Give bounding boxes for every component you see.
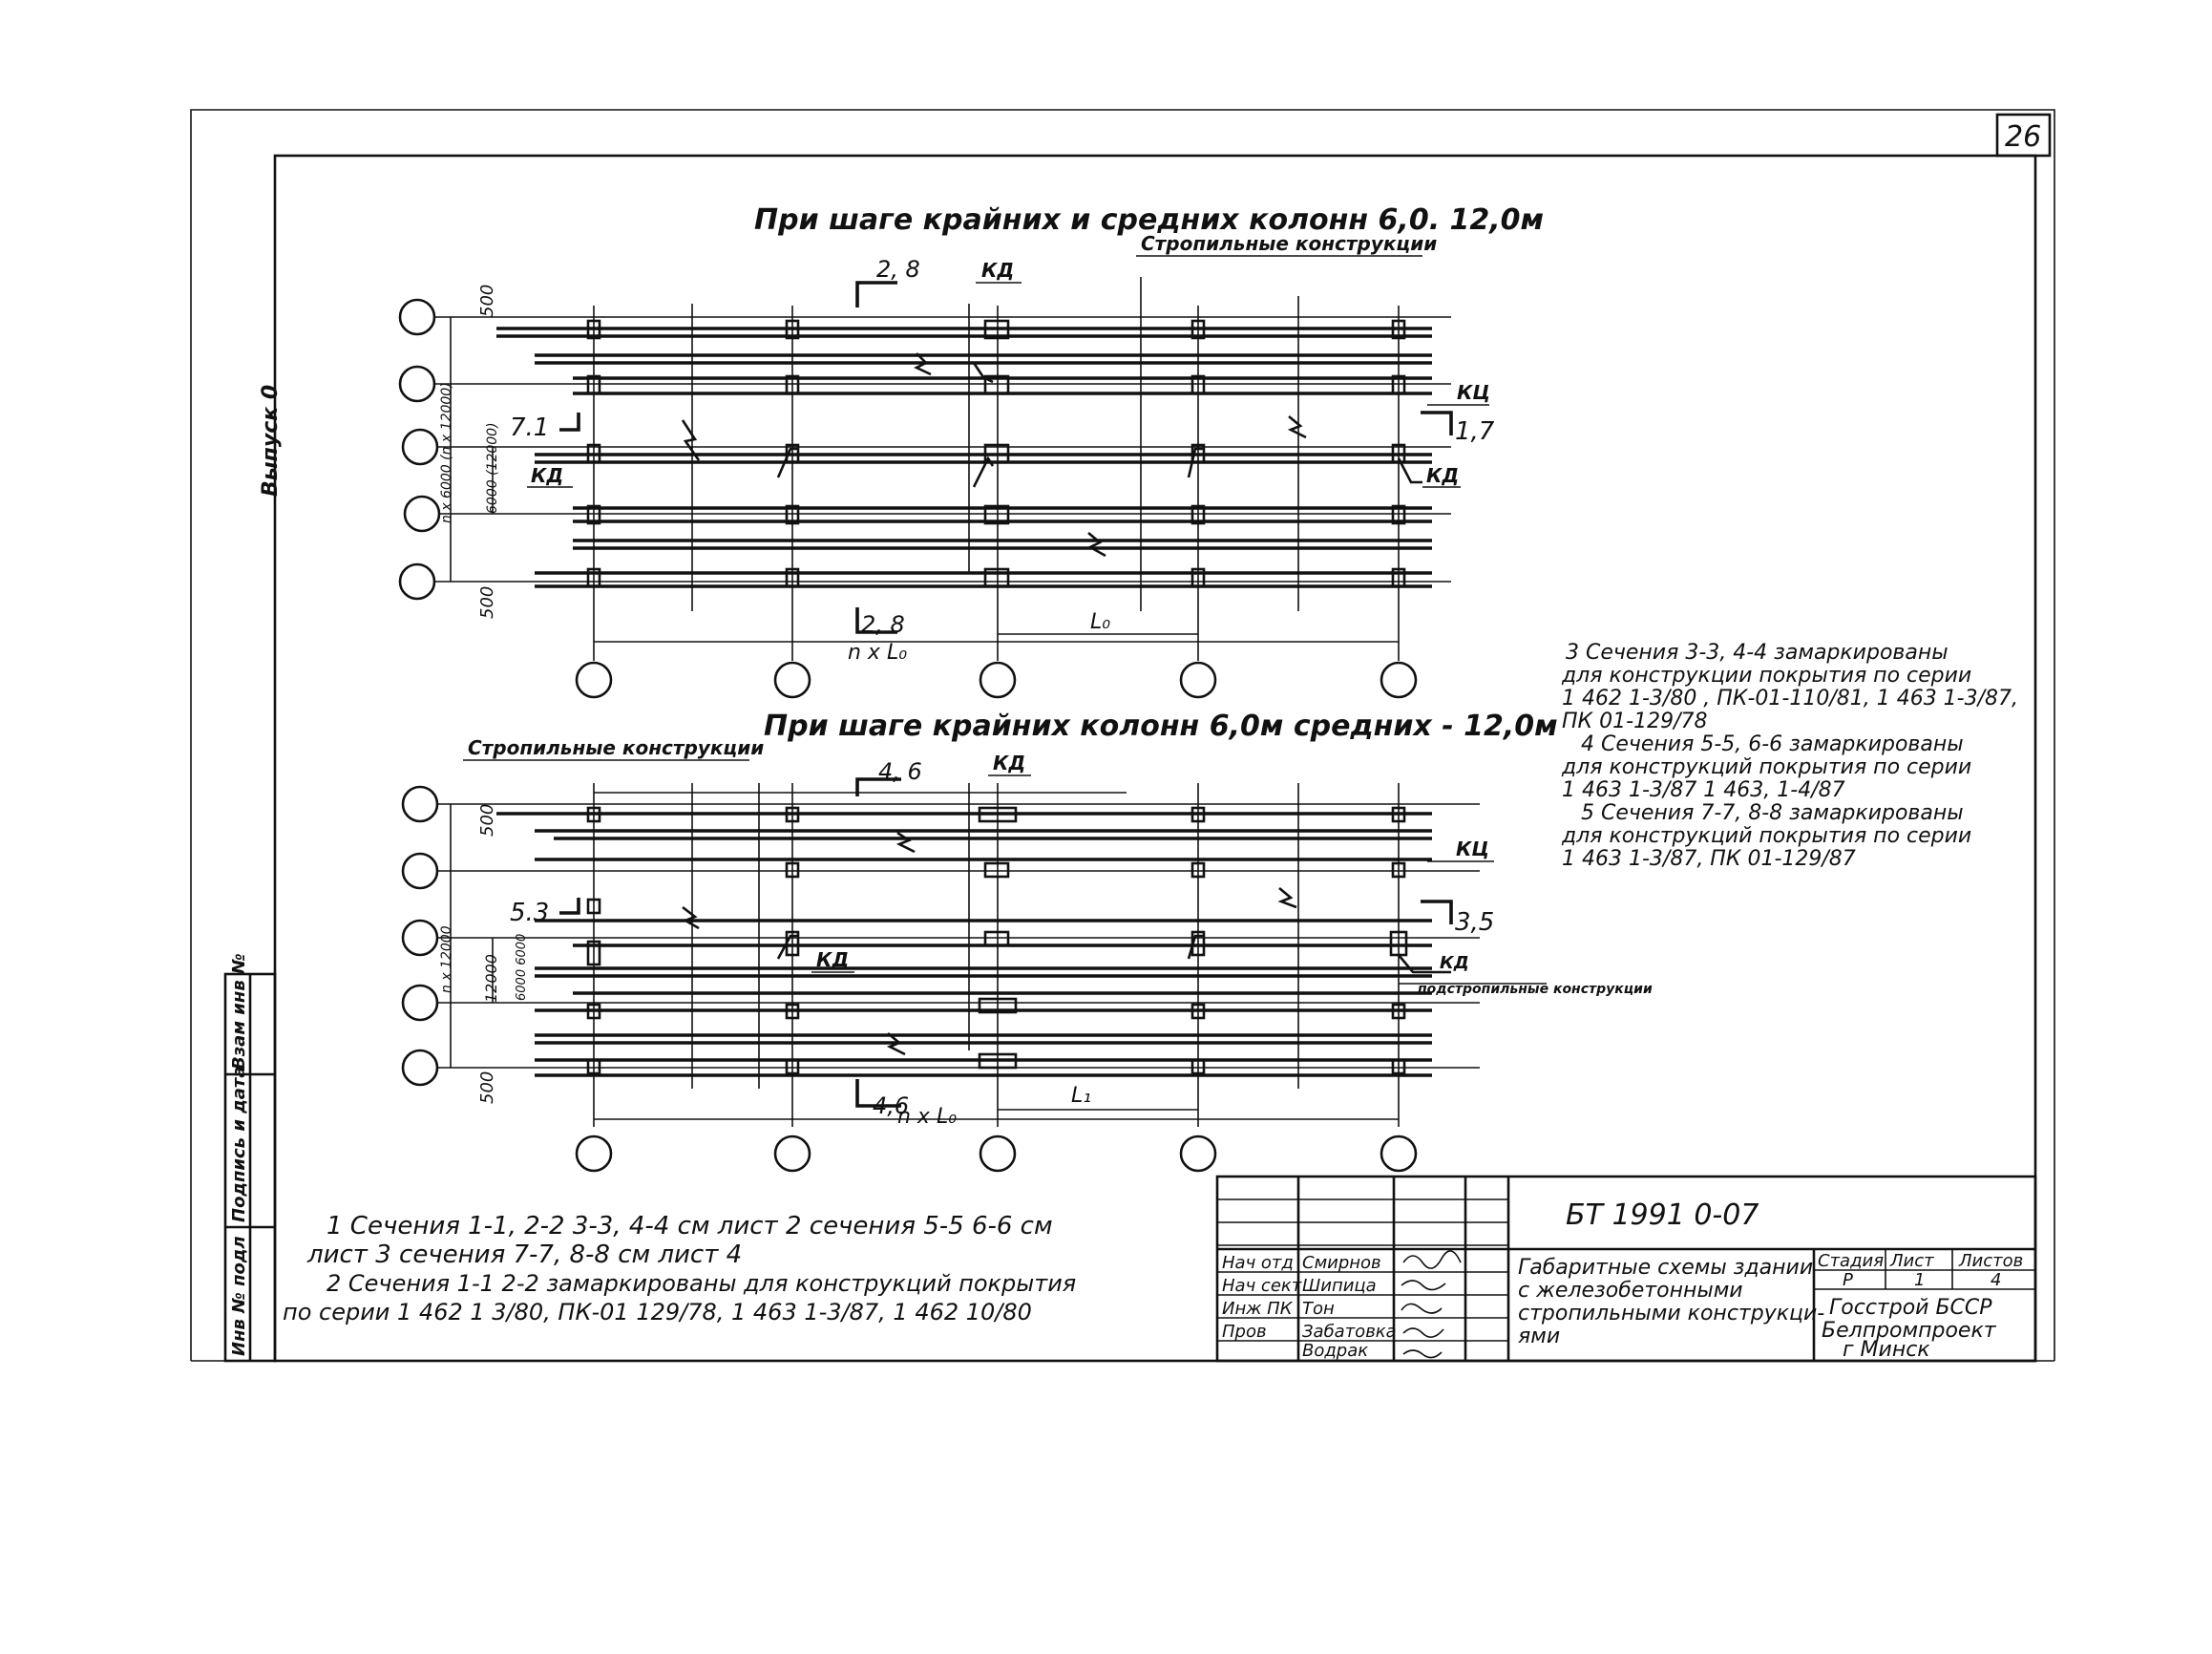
note-right-line: для конструкций покрытия по серии bbox=[1562, 755, 1972, 779]
name: Тон bbox=[1302, 1299, 1335, 1319]
note-left-line: по серии 1 462 1 3/80, ПК-01 129/78, 1 463 1-3/87, 1 462 10/80 bbox=[283, 1299, 1032, 1325]
side-stamp bbox=[225, 953, 275, 1361]
section-mark-4-6-top: 4, 6 bbox=[878, 758, 922, 785]
stage-header: Стадия bbox=[1818, 1251, 1885, 1271]
note-right-line: 5 Сечения 7-7, 8-8 замаркированы bbox=[1581, 801, 1964, 825]
note-right-line: 1 463 1-3/87 1 463, 1-4/87 bbox=[1562, 778, 1845, 802]
dim-6000: 6000 (12000) bbox=[485, 422, 500, 514]
dim-nx6000: n x 6000 (n x 12000) bbox=[439, 382, 454, 523]
dim-500-top: 500 bbox=[477, 284, 497, 317]
axis-marker-circle bbox=[577, 1136, 611, 1171]
stage-value: Р bbox=[1843, 1270, 1853, 1290]
note-right-line: для конструкции покрытия по серии bbox=[1562, 664, 1972, 688]
dim-12000: 12000 bbox=[482, 954, 500, 1003]
axis-marker-circle bbox=[980, 1136, 1015, 1171]
dim-500-bottom-2: 500 bbox=[477, 1071, 497, 1104]
scheme2-kc-label: КЦ bbox=[1456, 838, 1489, 860]
section-mark-3-5: 3,5 bbox=[1455, 908, 1495, 937]
section-mark-7-1: 7.1 bbox=[510, 414, 550, 442]
axis-marker-circle bbox=[403, 1050, 437, 1085]
axis-marker-circle bbox=[403, 430, 437, 464]
scheme2-kd-right-label: КД bbox=[1440, 953, 1469, 973]
scheme-1 bbox=[400, 203, 1544, 697]
scheme2-kd-label: КД bbox=[993, 752, 1026, 774]
description-line: Габаритные схемы здании bbox=[1518, 1256, 1814, 1280]
role: Нач отд bbox=[1222, 1253, 1294, 1273]
sheet-number: 26 bbox=[2005, 120, 2042, 154]
name: Забатовка bbox=[1302, 1322, 1397, 1342]
axis-marker-circle bbox=[1381, 1136, 1416, 1171]
title-block bbox=[1217, 1177, 2035, 1362]
scheme1-kc-label: КЦ bbox=[1457, 381, 1490, 404]
section-mark-2-8-top: 2, 8 bbox=[876, 256, 920, 283]
note-right-line: для конструкций покрытия по серии bbox=[1562, 824, 1972, 848]
side-stamp-replace: Взам инв № bbox=[229, 953, 249, 1070]
sheets-header: Листов bbox=[1959, 1251, 2024, 1271]
axis-marker-circle bbox=[577, 663, 611, 697]
scheme1-truss-label: Стропильные конструкции bbox=[1141, 232, 1438, 255]
name: Водрак bbox=[1302, 1341, 1369, 1361]
note-right-line: 4 Сечения 5-5, 6-6 замаркированы bbox=[1581, 732, 1964, 756]
axis-marker-circle bbox=[403, 986, 437, 1020]
dim-500-top-2: 500 bbox=[477, 803, 497, 837]
scheme1-column-axes bbox=[577, 277, 1416, 697]
sheet-value: 1 bbox=[1914, 1270, 1926, 1290]
note-right-line: 1 463 1-3/87, ПК 01-129/87 bbox=[1562, 847, 1856, 871]
section-mark-4-6-bottom: 4,6 bbox=[873, 1092, 910, 1119]
dim-l0: L₀ bbox=[1090, 610, 1111, 634]
signature-marks bbox=[1401, 1251, 1461, 1358]
scheme2-kd-mid-label: КД bbox=[816, 948, 850, 971]
dim-nxl0-2: n x L₀ bbox=[897, 1105, 958, 1129]
section-mark-2-8-bottom: 2, 8 bbox=[861, 611, 905, 638]
description-line: ями bbox=[1518, 1325, 1561, 1348]
dim-l1: L₁ bbox=[1071, 1084, 1092, 1108]
name: Шипица bbox=[1302, 1276, 1377, 1296]
sheets-value: 4 bbox=[1991, 1270, 2002, 1290]
axis-marker-circle bbox=[1181, 1136, 1215, 1171]
scheme1-kd-label: КД bbox=[981, 259, 1015, 282]
scheme1-title: При шаге крайних и средних колонн 6,0. 12,0м bbox=[754, 203, 1545, 237]
axis-marker-circle bbox=[980, 663, 1015, 697]
role: Нач сект bbox=[1222, 1276, 1302, 1296]
note-left-line: 2 Сечения 1-1 2-2 замаркированы для конструкций покрытия bbox=[327, 1270, 1077, 1297]
dim-6000-6000: 6000 6000 bbox=[515, 933, 529, 1001]
dim-nx12000: n x 12000 bbox=[439, 925, 454, 993]
axis-marker-circle bbox=[403, 854, 437, 888]
description-line: стропильными конструкци- bbox=[1518, 1302, 1825, 1325]
scheme2-title: При шаге крайних колонн 6,0м средних - 12,0м bbox=[764, 710, 1558, 743]
role: Пров bbox=[1222, 1322, 1267, 1342]
org-line: г Минск bbox=[1843, 1338, 1930, 1362]
axis-marker-circle bbox=[400, 367, 434, 401]
axis-marker-circle bbox=[775, 1136, 810, 1171]
section-mark-1-7: 1,7 bbox=[1455, 417, 1495, 446]
role: Инж ПК bbox=[1222, 1299, 1293, 1319]
axis-marker-circle bbox=[775, 663, 810, 697]
dim-nxl0: n x L₀ bbox=[848, 641, 908, 665]
sheet-header: Лист bbox=[1890, 1251, 1934, 1271]
description-line: с железобетонными bbox=[1518, 1279, 1743, 1303]
side-stamp-sign: Подпись и дата bbox=[229, 1066, 249, 1222]
notes-right bbox=[1561, 641, 2018, 871]
scheme1-row-axes bbox=[400, 300, 1451, 599]
org-line: Белпромпроект bbox=[1822, 1319, 1996, 1343]
dim-500-bottom: 500 bbox=[477, 585, 497, 619]
side-label: Выпуск 0 bbox=[259, 384, 283, 497]
axis-marker-circle bbox=[403, 787, 437, 821]
axis-marker-circle bbox=[405, 497, 439, 531]
note-right-line: 1 462 1-3/80 , ПК-01-110/81, 1 463 1-3/87, bbox=[1562, 687, 2019, 710]
name: Смирнов bbox=[1302, 1253, 1381, 1273]
axis-marker-circle bbox=[1181, 663, 1215, 697]
section-mark-5-3: 5.3 bbox=[510, 899, 550, 927]
axis-marker-circle bbox=[400, 564, 434, 599]
doc-code: БТ 1991 0-07 bbox=[1566, 1198, 1759, 1232]
notes-left bbox=[283, 1212, 1076, 1325]
note-left-line: 1 Сечения 1-1, 2-2 3-3, 4-4 см лист 2 сечения 5-5 6-6 см bbox=[327, 1212, 1053, 1240]
scheme2-truss-label: Стропильные конструкции bbox=[468, 736, 765, 759]
scheme1-kd-left-label: КД bbox=[531, 464, 564, 487]
note-left-line: лист 3 сечения 7-7, 8-8 см лист 4 bbox=[307, 1240, 743, 1269]
side-stamp-inv: Инв № подл bbox=[229, 1236, 249, 1356]
org-line: Госстрой БССР bbox=[1829, 1296, 1992, 1320]
scheme2-subtruss-label: подстропильные конструкции bbox=[1418, 982, 1653, 997]
note-right-line: ПК 01-129/78 bbox=[1562, 710, 1708, 733]
scheme-2 bbox=[403, 710, 1653, 1171]
axis-marker-circle bbox=[403, 921, 437, 955]
scheme1-kd-right-label: КД bbox=[1426, 464, 1460, 487]
axis-marker-circle bbox=[400, 300, 434, 334]
note-right-line: 3 Сечения 3-3, 4-4 замаркированы bbox=[1566, 641, 1949, 665]
scheme2-row-axes bbox=[403, 787, 1480, 1085]
axis-marker-circle bbox=[1381, 663, 1416, 697]
